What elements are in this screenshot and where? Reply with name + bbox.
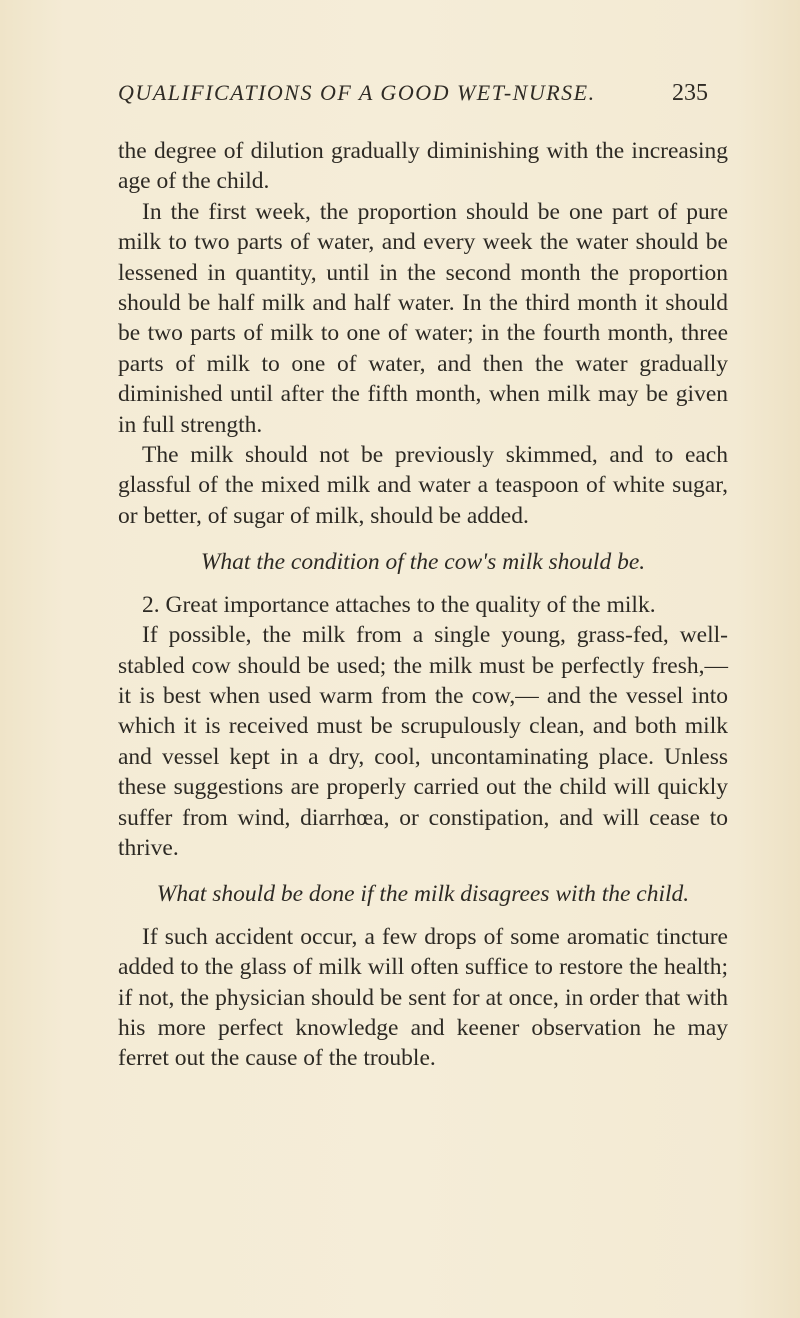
paragraph-remedy: If such accident occur, a few drops of some aromatic tincture added to the glass of milk will often suffice to restore the health; if not, the physician should be sent for at once, in order that with his more perfect knowledge and keener observation he may ferret out the cause of the trouble.: [118, 923, 728, 1072]
section-heading-cow-milk: What the condition of the cow's milk should be.: [200, 549, 646, 576]
body-text: [118, 136, 728, 1074]
paragraph-proportions: In the first week, the proportion should be one part of pure milk to two parts of water, and every week the water should be lessened in quantity, until in the second month the proportion should be half milk and half water. In the third month it should be two parts of milk to one of water; in the fourth month, three parts of milk to one of water, and then the water gradually diminished until after the fifth month, when milk may be given in full strength.: [118, 198, 728, 438]
paragraph-fresh-milk: If possible, the milk from a single young, grass-fed, well-stabled cow should be used; the milk must be perfectly fresh,—it is best when used warm from the cow,— and the vessel into which it is received must be scrupulously clean, and both milk and vessel kept in a dry, cool, uncontaminating place. Unless these suggestions are properly carried out the child will quickly suffer from wind, diarrhœa, or constipation, and will cease to thrive.: [118, 622, 728, 861]
section-heading-disagrees: What should be done if the milk disagrees with the child.: [156, 881, 690, 908]
paragraph-continuation: the degree of dilution gradually diminishing with the increasing age of the child.: [118, 138, 728, 195]
paragraph-quality: 2. Great importance attaches to the quality of the milk.: [142, 591, 656, 618]
running-title: QUALIFICATIONS OF A GOOD WET-NURSE.: [118, 80, 596, 105]
paragraph-skimming: The milk should not be previously skimmed, and to each glassful of the mixed milk and water a teaspoon of white sugar, or better, of sugar of milk, should be added.: [118, 442, 728, 529]
page-number: 235: [672, 80, 708, 106]
